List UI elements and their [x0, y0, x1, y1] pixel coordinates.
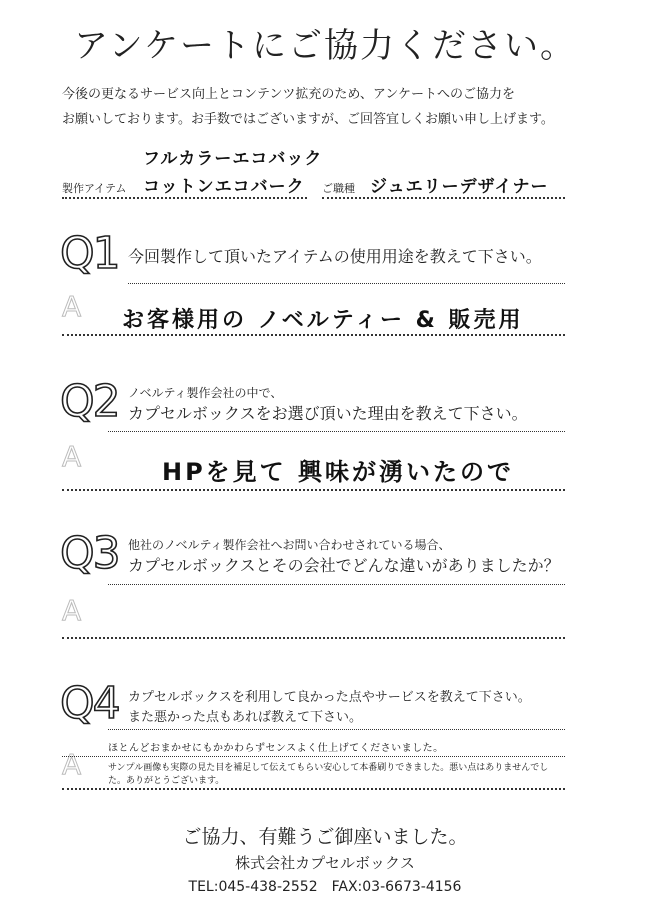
company-contact: TEL:045-438-2552 FAX:03-6673-4156: [188, 879, 462, 895]
job-value: ジュエリーデザイナー: [370, 177, 549, 197]
q4-answer-underline-2: [62, 788, 565, 790]
q3-subtext: 他社のノベルティ製作会社へお問い合わせされている場合、: [128, 538, 451, 552]
q4-number: Q4: [60, 678, 119, 729]
q2-answer-underline: [62, 489, 565, 491]
item-label: 製作アイテム: [62, 182, 127, 195]
q1-answer-underline: [62, 334, 565, 336]
intro-text: [62, 82, 554, 132]
q2-underline: [108, 431, 565, 432]
q2-subtext: ノベルティ製作会社の中で、: [128, 386, 283, 400]
q4-answer-line-2: サンプル画像も実際の見た目を補足して伝えてもらい安心して本番刷りできました。悪い点はありませんでした。ありがとうございます。: [108, 763, 549, 786]
q2-text: カプセルボックスをお選び頂いた理由を教えて下さい。: [128, 404, 528, 423]
q1-answer: お客様用の ノベルティー & 販売用: [122, 308, 524, 333]
q4-answer-marker: A: [62, 748, 82, 781]
q1-number: Q1: [60, 228, 119, 279]
q3-answer-marker: A: [62, 594, 82, 627]
q2-answer-marker: A: [62, 440, 82, 473]
job-label: ご職種: [322, 182, 355, 195]
q3-underline: [108, 584, 565, 585]
q4-underline: [108, 729, 565, 730]
company-name: 株式会社カプセルボックス: [235, 854, 415, 872]
q3-number: Q3: [60, 528, 119, 579]
q2-answer: HPを見て 興味が湧いたので: [162, 458, 515, 486]
q4-answer-underline-1: [62, 756, 565, 757]
survey-title: アンケートにご協力ください。: [74, 26, 576, 66]
item-underline: [62, 197, 307, 199]
thanks-message: ご協力、有難うご御座いました。: [182, 826, 468, 848]
q3-text: カプセルボックスとその会社でどんな違いがありましたか？: [128, 556, 560, 575]
item-value-line-1: フルカラーエコバック: [143, 149, 323, 169]
q3-answer-underline: [62, 637, 565, 639]
item-value-line-2: コットンエコバーク: [143, 177, 305, 197]
q1-text: 今回製作して頂いたアイテムの使用用途を教えて下さい。: [128, 247, 542, 266]
q4-answer-line-1: ほとんどおまかせにもかかわらずセンスよく仕上げてくださいました。: [108, 743, 444, 754]
intro-line-1: 今後の更なるサービス向上とコンテンツ拡充のため、アンケートへのご協力を: [62, 87, 516, 102]
job-underline: [322, 197, 565, 199]
q2-number: Q2: [60, 376, 119, 427]
q1-underline: [128, 283, 565, 284]
q4-text: カプセルボックスを利用して良かった点やサービスを教えて下さい。: [128, 690, 531, 705]
q1-answer-marker: A: [62, 290, 82, 323]
intro-line-2: お願いしております。お手数ではございますが、ご回答宜しくお願い申し上げます。: [62, 112, 554, 127]
q4-text-2: また悪かった点もあれば教えて下さい。: [128, 710, 363, 725]
